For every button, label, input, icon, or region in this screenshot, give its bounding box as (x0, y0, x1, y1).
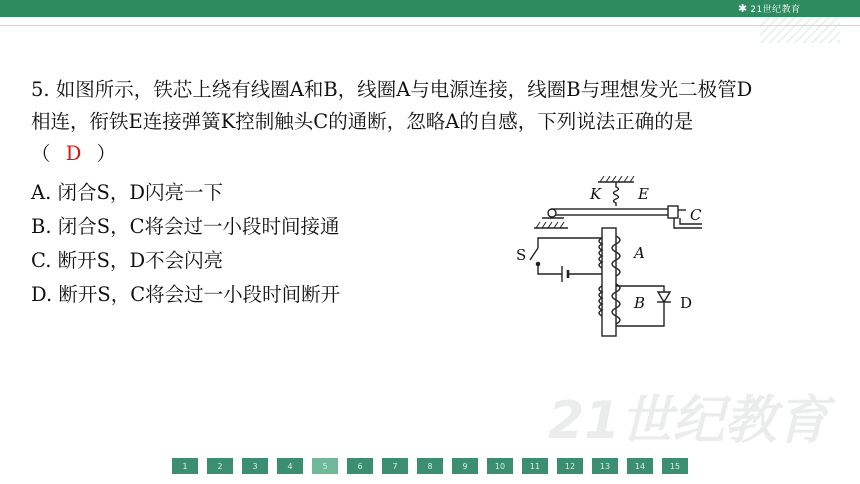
watermark-text: 21世纪教育 (548, 391, 829, 451)
page-button-9[interactable]: 9 (452, 458, 478, 474)
logo-text: 21世纪教育 (750, 5, 801, 15)
answer-line (31, 138, 831, 170)
watermark (548, 378, 838, 451)
circuit-diagram (510, 176, 710, 344)
label-b: B (634, 294, 646, 312)
label-s: S (516, 246, 527, 264)
page-button-13[interactable]: 13 (592, 458, 618, 474)
page-button-7[interactable]: 7 (382, 458, 408, 474)
option-a: A. 闭合S，D闪亮一下 (31, 181, 223, 204)
page-button-2[interactable]: 2 (207, 458, 233, 474)
page-button-12[interactable]: 12 (557, 458, 583, 474)
page-button-3[interactable]: 3 (242, 458, 268, 474)
options-list (31, 176, 340, 312)
option-c: C. 断开S，D不会闪亮 (31, 249, 224, 272)
answer-text: D (65, 142, 82, 165)
label-d: D (680, 294, 693, 312)
question-line-2: 相连，衔铁E连接弹簧K控制触头C的通断，忽略A的自感，下列说法正确的是 (31, 110, 694, 133)
bracket-open: （ (31, 142, 51, 165)
question-block (31, 74, 831, 170)
page-button-4[interactable]: 4 (277, 458, 303, 474)
brand-logo (738, 0, 830, 17)
page-button-10[interactable]: 10 (487, 458, 513, 474)
option-d: D. 断开S，C将会过一小段时间断开 (31, 283, 341, 306)
page-button-1[interactable]: 1 (172, 458, 198, 474)
header-decoration (760, 17, 840, 43)
label-a: A (634, 244, 645, 262)
page-button-5[interactable]: 5 (312, 458, 338, 474)
page-button-14[interactable]: 14 (627, 458, 653, 474)
logo-icon: ✱ (738, 2, 748, 15)
page-button-8[interactable]: 8 (417, 458, 443, 474)
pagination (172, 458, 688, 474)
page-button-15[interactable]: 15 (662, 458, 688, 474)
question-line-1: 5. 如图所示，铁芯上绕有线圈A和B，线圈A与电源连接，线圈B与理想发光二极管D (31, 78, 753, 101)
label-e: E (638, 185, 649, 203)
label-c: C (690, 206, 702, 224)
label-k: K (590, 185, 602, 203)
header-divider (0, 25, 860, 26)
page-button-6[interactable]: 6 (347, 458, 373, 474)
option-b: B. 闭合S，C将会过一小段时间接通 (31, 215, 340, 238)
page-button-11[interactable]: 11 (522, 458, 548, 474)
bracket-close: ） (96, 142, 117, 165)
header-bar (0, 0, 860, 17)
